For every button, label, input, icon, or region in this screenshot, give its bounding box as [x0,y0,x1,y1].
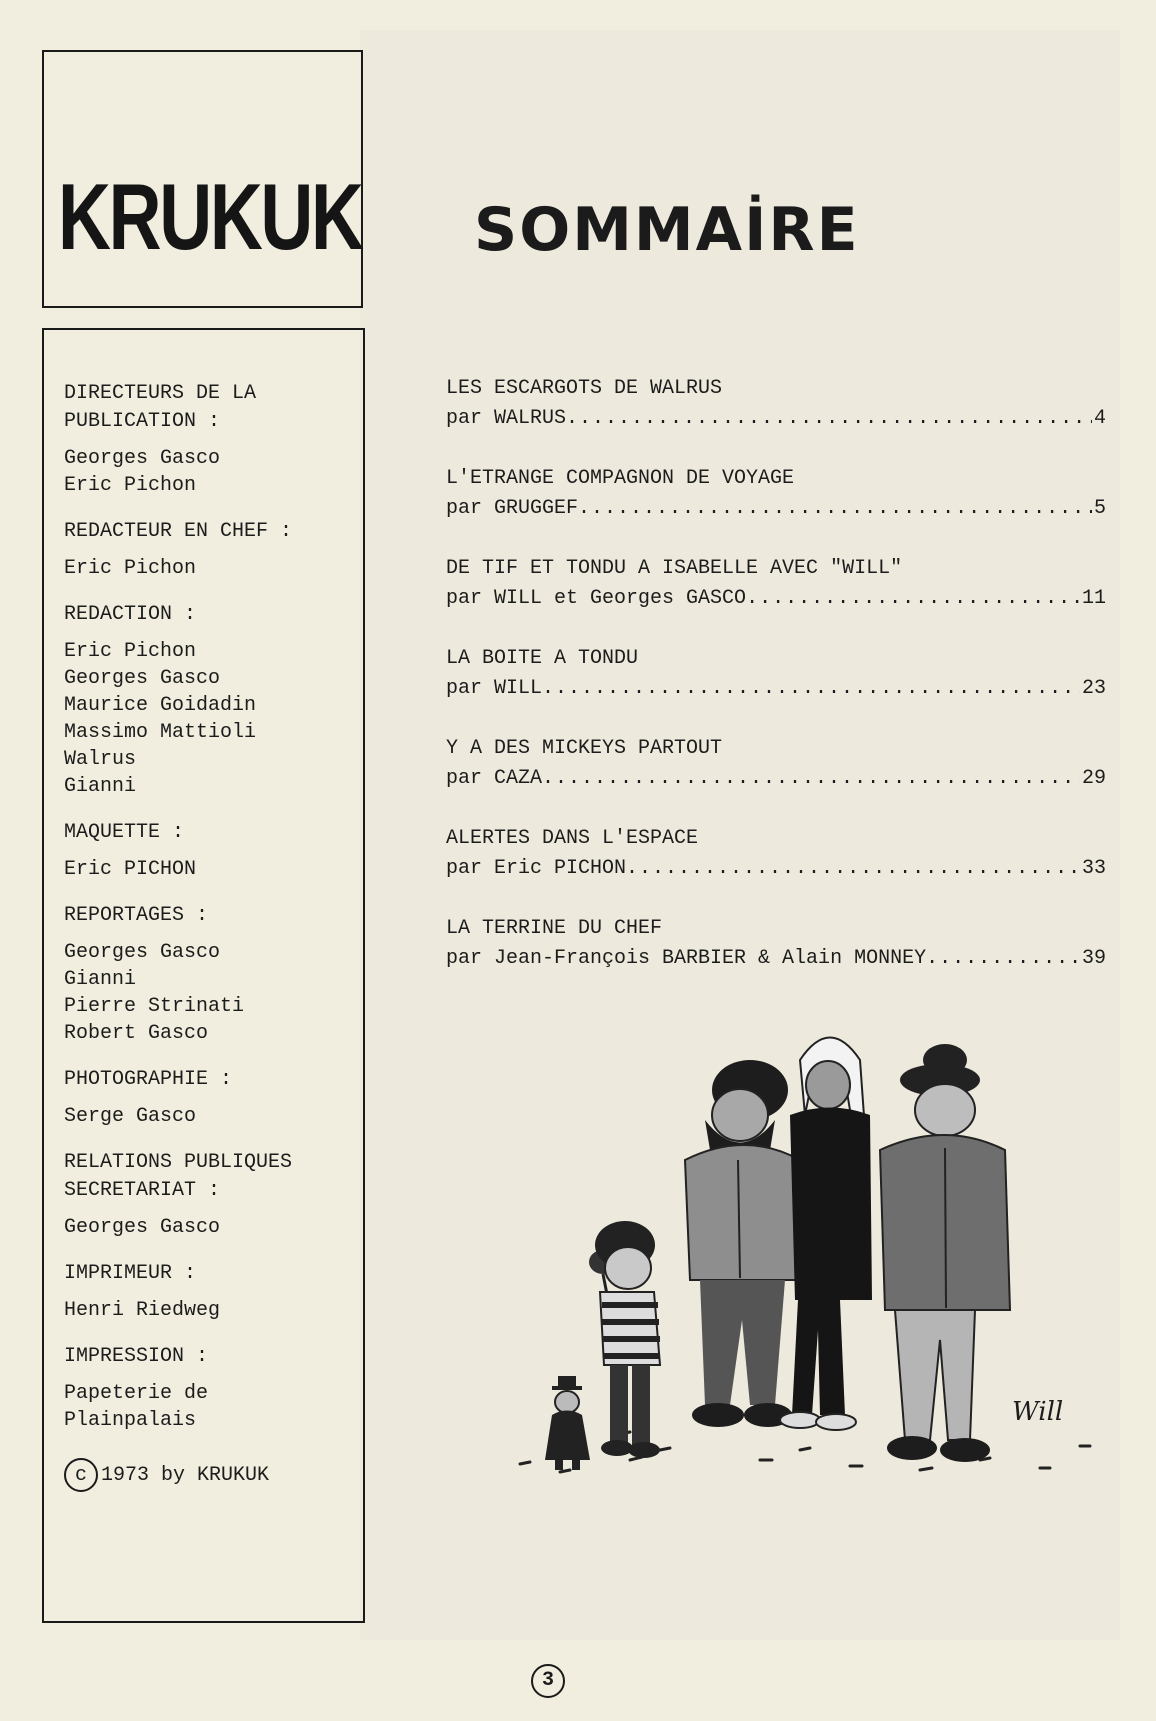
credit-group [64,902,363,1047]
credit-group [64,1260,363,1324]
credit-group [64,380,363,499]
credit-names: Serge Gasco [64,1105,197,1128]
toc-entry-byline: par Jean-François BARBIER & Alain MONNEY [446,947,927,970]
credit-group [64,518,363,582]
logo-box [42,50,363,308]
toc-entry-title: LES ESCARGOTS DE WALRUS [446,377,723,400]
credit-group [64,1149,363,1241]
man-with-cap [880,1044,1010,1462]
page-number: 3 [531,1664,565,1698]
credit-role: RELATIONS PUBLIQUES SECRETARIAT : [64,1151,293,1202]
toc-leader-dots [542,764,1080,794]
toc-leader-dots [746,584,1080,614]
toc-entry-line [446,584,1106,614]
credit-role: IMPRIMEUR : [64,1262,197,1285]
toc-entry-line [446,944,1106,974]
toc-entry-byline: par GRUGGEF [446,497,579,520]
toc-entry-byline: par WALRUS [446,407,567,430]
comic-characters-illustration [500,1020,1120,1510]
toc-entry-byline: par CAZA [446,767,543,790]
toc-page-number: 5 [1093,497,1106,520]
toc-entry-line [446,494,1106,524]
toc-page-number: 11 [1081,587,1106,610]
credit-role: REPORTAGES : [64,904,209,927]
credit-group [64,601,363,800]
toc-entry [446,734,1106,794]
toc-entry [446,644,1106,704]
table-of-contents [446,374,1106,1004]
credit-role: REDACTION : [64,603,197,626]
credit-group [64,1066,363,1130]
credits-list [64,380,363,1434]
toc-leader-dots [542,674,1080,704]
toc-entry-line [446,854,1106,884]
toc-entry-line [446,764,1106,794]
credit-names: Eric Pichon Georges Gasco Maurice Goidadin Massimo Mattioli Walrus Gianni [64,640,257,798]
toc-entry-title: DE TIF ET TONDU A ISABELLE AVEC "WILL" [446,557,903,580]
copyright-text: 1973 by KRUKUK [101,1463,270,1487]
toc-leader-dots [626,854,1080,884]
toc-page-number: 4 [1093,407,1106,430]
credit-names: Georges Gasco Gianni Pierre Strinati Robert Gasco [64,941,245,1045]
credit-role: PHOTOGRAPHIE : [64,1068,233,1091]
bearded-man [685,1060,805,1427]
toc-entry-title: ALERTES DANS L'ESPACE [446,827,699,850]
credit-role: IMPRESSION : [64,1345,209,1368]
credit-role: REDACTEUR EN CHEF : [64,520,293,543]
blonde-woman [780,1038,872,1431]
credit-names: Henri Riedweg [64,1299,221,1322]
toc-page-number: 29 [1081,767,1106,790]
toc-entry-title: LA BOITE A TONDU [446,647,639,670]
toc-page-number: 39 [1081,947,1106,970]
toc-entry-byline: par Eric PICHON [446,857,627,880]
page-title: SOMMAİRE [474,195,860,265]
tiny-figure [545,1376,590,1470]
credit-group [64,1343,363,1434]
credit-role: DIRECTEURS DE LA PUBLICATION : [64,382,257,433]
toc-page-number: 33 [1081,857,1106,880]
credit-names: Eric Pichon [64,557,197,580]
toc-page-number: 23 [1081,677,1106,700]
credit-role: MAQUETTE : [64,821,185,844]
credit-group [64,819,363,883]
toc-entry-line [446,404,1106,434]
toc-entry [446,824,1106,884]
toc-entry [446,554,1106,614]
toc-entry [446,464,1106,524]
toc-leader-dots [578,494,1092,524]
credits-box [42,328,365,1623]
toc-entry-title: LA TERRINE DU CHEF [446,917,663,940]
toc-entry-title: L'ETRANGE COMPAGNON DE VOYAGE [446,467,795,490]
toc-leader-dots [566,404,1092,434]
toc-entry-line [446,674,1106,704]
credit-names: Georges Gasco [64,1216,221,1239]
credit-names: Eric PICHON [64,858,197,881]
toc-entry [446,914,1106,974]
credit-names: Papeterie de Plainpalais [64,1382,209,1432]
toc-leader-dots [926,944,1080,974]
credit-names: Georges Gasco Eric Pichon [64,447,221,497]
copyright [64,1458,363,1492]
copyright-icon: c [64,1458,98,1492]
toc-entry-byline: par WILL [446,677,543,700]
krukuk-logo: KRUKUK [58,164,362,269]
toc-entry-title: Y A DES MICKEYS PARTOUT [446,737,723,760]
toc-entry-byline: par WILL et Georges GASCO [446,587,747,610]
artist-signature: Will [1012,1397,1064,1427]
toc-entry [446,374,1106,434]
boy-with-flower [589,1221,660,1458]
